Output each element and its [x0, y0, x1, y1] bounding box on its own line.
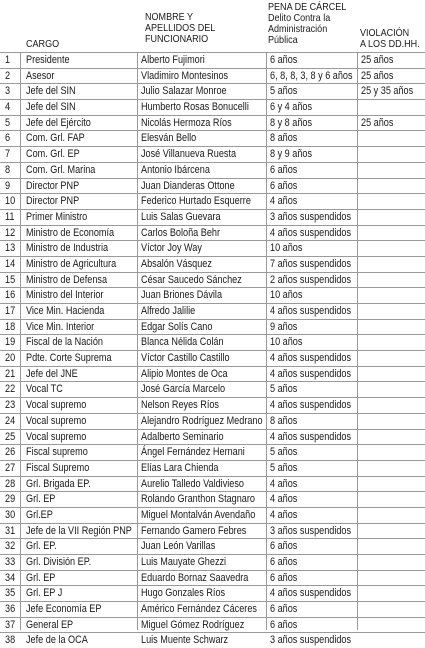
pena-cell: 4 años suspendidos — [270, 305, 352, 317]
cargo-cell: Vocal supremo — [26, 414, 87, 427]
cargo-cell: Grl. EP — [26, 571, 56, 584]
nombre-cell: Ángel Fernández Hernani — [141, 446, 245, 459]
row-number: 19 — [5, 336, 16, 349]
table-row — [0, 444, 425, 460]
table-body — [0, 52, 425, 648]
pena-cell: 9 años — [270, 320, 298, 333]
row-number: 31 — [5, 524, 16, 537]
nombre-cell: Nelson Reyes Ríos — [141, 399, 219, 412]
nombre-cell: Alipio Montes de Oca — [141, 367, 228, 380]
pena-cell: 6, 8, 8, 3, 8 y 6 años — [270, 69, 353, 82]
table-row — [0, 632, 425, 648]
table-row — [0, 413, 425, 429]
table-row — [0, 491, 425, 507]
nombre-cell: Nicolás Hermoza Ríos — [141, 116, 232, 129]
nombre-cell: Fernando Gamero Febres — [141, 524, 247, 537]
row-number: 25 — [5, 430, 16, 443]
row-number: 5 — [5, 116, 11, 129]
nombre-cell: Julio Salazar Monroe — [141, 85, 227, 98]
row-number: 8 — [5, 163, 11, 176]
pena-cell: 6 años — [270, 179, 298, 192]
table-row — [0, 193, 425, 209]
pena-cell: 10 años — [270, 242, 303, 255]
table-row — [0, 287, 425, 303]
table-row — [0, 334, 425, 350]
pena-cell: 5 años — [270, 383, 298, 396]
table-row — [0, 429, 425, 445]
nombre-cell: Federico Hurtado Esquerre — [141, 195, 251, 208]
header-violacion: VIOLACIÓN A LOS DD.HH. — [360, 27, 420, 50]
table-row — [0, 256, 425, 272]
nombre-cell: Juan León Varillas — [141, 540, 216, 553]
table-row — [0, 617, 425, 633]
pena-cell: 10 años — [270, 336, 303, 349]
pena-cell: 6 años — [270, 163, 298, 176]
cargo-cell: Fiscal Supremo — [26, 461, 90, 474]
row-number: 34 — [5, 571, 16, 584]
cargo-cell: Vice Min. Hacienda — [26, 305, 105, 317]
table-row — [0, 303, 425, 319]
row-number: 35 — [5, 587, 16, 600]
nombre-cell: Eduardo Bornaz Saavedra — [141, 571, 249, 584]
row-number: 38 — [5, 634, 16, 647]
nombre-cell: Edgar Solís Cano — [141, 320, 213, 333]
table-row — [0, 554, 425, 570]
table-row — [0, 130, 425, 146]
table-row — [0, 319, 425, 335]
table-row — [0, 585, 425, 601]
row-number: 22 — [5, 383, 16, 396]
pena-cell: 6 años — [270, 618, 298, 631]
nombre-cell: Alejandro Rodríguez Medrano — [141, 414, 263, 427]
cargo-cell: Grl. División EP. — [26, 556, 92, 568]
cargo-cell: Jefe del JNE — [26, 367, 78, 380]
cargo-cell: Ministro de Defensa — [26, 273, 108, 286]
pena-cell: 3 años suspendidos — [270, 210, 352, 223]
row-number: 33 — [5, 556, 16, 568]
table-row — [0, 476, 425, 492]
table-row — [0, 350, 425, 366]
row-number: 18 — [5, 320, 16, 333]
pena-cell: 8 años — [270, 414, 298, 427]
table-row — [0, 601, 425, 617]
nombre-cell: Américo Fernández Cáceres — [141, 603, 257, 616]
pena-cell: 4 años suspendidos — [270, 226, 352, 239]
pena-cell: 5 años — [270, 446, 298, 459]
pena-cell: 4 años suspendidos — [270, 352, 352, 365]
cargo-cell: Vocal supremo — [26, 430, 87, 443]
row-number: 21 — [5, 367, 16, 380]
row-number: 37 — [5, 618, 16, 631]
cargo-cell: Ministro de Industria — [26, 242, 109, 255]
pena-cell: 4 años suspendidos — [270, 430, 352, 443]
pena-cell: 5 años — [270, 461, 298, 474]
cargo-cell: Ministro de Agricultura — [26, 257, 117, 270]
cargo-cell: Presidente — [26, 54, 70, 66]
pena-cell: 8 y 9 años — [270, 148, 313, 161]
nombre-cell: Blanca Nélida Colán — [141, 336, 224, 349]
pena-cell: 6 años — [270, 556, 298, 568]
nombre-cell: Elesván Bello — [141, 132, 197, 145]
cargo-cell: Grl. EP — [26, 493, 56, 506]
cargo-cell: Grl.EP — [26, 508, 53, 521]
table-row — [0, 115, 425, 131]
nombre-cell: Alfredo Jalilie — [141, 305, 196, 317]
nombre-cell: Juan Briones Dávila — [141, 289, 223, 302]
row-number: 1 — [5, 54, 11, 66]
nombre-cell: Víctor Joy Way — [141, 242, 202, 255]
row-number: 16 — [5, 289, 16, 302]
table-row — [0, 99, 425, 115]
pena-cell: 2 años suspendidos — [270, 273, 352, 286]
nombre-cell: Alberto Fujimori — [141, 54, 205, 66]
table-row — [0, 52, 425, 68]
pena-cell: 6 y 4 años — [270, 101, 313, 114]
row-number: 20 — [5, 352, 16, 365]
row-number: 36 — [5, 603, 16, 616]
cargo-cell: Fiscal de la Nación — [26, 336, 103, 349]
cargo-cell: Com. Grl. FAP — [26, 132, 85, 145]
pena-cell: 6 años — [270, 54, 298, 66]
row-number: 26 — [5, 446, 16, 459]
nombre-cell: Absalón Vásquez — [141, 257, 212, 270]
pena-cell: 8 años — [270, 132, 298, 145]
table-row — [0, 178, 425, 194]
nombre-cell: Carlos Boloña Behr — [141, 226, 221, 239]
nombre-cell: César Saucedo Sánchez — [141, 273, 242, 286]
nombre-cell: Hugo Gonzales Ríos — [141, 587, 226, 600]
header-nombre: NOMBRE Y APELLIDOS DEL FUNCIONARIO — [145, 11, 216, 45]
row-number: 7 — [5, 148, 11, 161]
cargo-cell: Jefe de la VII Región PNP — [26, 524, 132, 537]
row-number: 32 — [5, 540, 16, 553]
row-number: 3 — [5, 85, 11, 98]
nombre-cell: Miguel Montalván Avendaño — [141, 508, 256, 521]
row-number: 28 — [5, 477, 16, 490]
table-row — [0, 146, 425, 162]
table-row — [0, 570, 425, 586]
cargo-cell: Jefe de la OCA — [26, 634, 88, 647]
pena-cell: 3 años suspendidos — [270, 634, 352, 647]
nombre-cell: Adalberto Seminario — [141, 430, 224, 443]
cargo-cell: Jefe del Ejército — [26, 116, 91, 129]
violacion-cell: 25 y 35 años — [361, 85, 414, 98]
pena-cell: 6 años — [270, 540, 298, 553]
row-number: 4 — [5, 101, 11, 114]
cargo-cell: Vocal supremo — [26, 399, 87, 412]
table-row — [0, 83, 425, 99]
row-number: 6 — [5, 132, 11, 145]
nombre-cell: Antonio Ibárcena — [141, 163, 210, 176]
table-row — [0, 523, 425, 539]
cargo-cell: General EP — [26, 618, 74, 631]
row-number: 17 — [5, 305, 16, 317]
table-header — [0, 0, 425, 52]
table-row — [0, 272, 425, 288]
pena-cell: 6 años — [270, 571, 298, 584]
cargo-cell: Jefe Economía EP — [26, 603, 102, 616]
cargo-cell: Ministro de Economía — [26, 226, 115, 239]
nombre-cell: Luis Mauyate Ghezzi — [141, 556, 227, 568]
nombre-cell: Miguel Gómez Rodríguez — [141, 618, 245, 631]
nombre-cell: Elías Lara Chienda — [141, 461, 219, 474]
row-number: 13 — [5, 242, 16, 255]
cargo-cell: Director PNP — [26, 179, 80, 192]
pena-cell: 4 años suspendidos — [270, 399, 352, 412]
violacion-cell: 25 años — [361, 69, 394, 82]
nombre-cell: Vladimiro Montesinos — [141, 69, 229, 82]
table-row — [0, 538, 425, 554]
nombre-cell: Juan Dianderas Ottone — [141, 179, 235, 192]
row-number: 9 — [5, 179, 11, 192]
nombre-cell: Rolando Granthon Stagnaro — [141, 493, 255, 506]
violacion-cell: 25 años — [361, 54, 394, 66]
cargo-cell: Grl. Brigada EP. — [26, 477, 91, 490]
table-row — [0, 366, 425, 382]
cargo-cell: Com. Grl. EP — [26, 148, 80, 161]
cargo-cell: Grl. EP. — [26, 540, 57, 553]
cargo-cell: Vice Min. Interior — [26, 320, 95, 333]
cargo-cell: Asesor — [26, 69, 55, 82]
table-row — [0, 240, 425, 256]
pena-cell: 4 años — [270, 508, 298, 521]
row-number: 11 — [5, 210, 15, 223]
table-row — [0, 162, 425, 178]
pena-cell: 3 años suspendidos — [270, 524, 352, 537]
violacion-cell: 25 años — [361, 116, 394, 129]
table-row — [0, 397, 425, 413]
row-number: 10 — [5, 195, 16, 208]
pena-cell: 4 años — [270, 195, 298, 208]
pena-cell: 6 años — [270, 603, 298, 616]
nombre-cell: Aurelio Talledo Valdivieso — [141, 477, 244, 490]
cargo-cell: Ministro del Interior — [26, 289, 104, 302]
nombre-cell: Luis Salas Guevara — [141, 210, 221, 223]
pena-cell: 10 años — [270, 289, 303, 302]
nombre-cell: José García Marcelo — [141, 383, 226, 396]
cargo-cell: Pdte. Corte Suprema — [26, 352, 112, 365]
table-row — [0, 225, 425, 241]
row-number: 30 — [5, 508, 16, 521]
pena-cell: 4 años suspendidos — [270, 587, 352, 600]
nombre-cell: Humberto Rosas Bonucelli — [141, 101, 249, 114]
row-number: 14 — [5, 257, 16, 270]
table-row — [0, 460, 425, 476]
row-number: 15 — [5, 273, 16, 286]
table-row — [0, 507, 425, 523]
cargo-cell: Primer Ministro — [26, 210, 88, 223]
header-cargo: CARGO — [26, 38, 60, 50]
pena-cell: 7 años suspendidos — [270, 257, 352, 270]
cargo-cell: Director PNP — [26, 195, 80, 208]
table-row — [0, 68, 425, 84]
cargo-cell: Grl. EP J — [26, 587, 63, 600]
table-row — [0, 209, 425, 225]
row-number: 24 — [5, 414, 16, 427]
cargo-cell: Jefe del SIN — [26, 85, 76, 98]
row-number: 27 — [5, 461, 16, 474]
cargo-cell: Fiscal supremo — [26, 446, 88, 459]
pena-cell: 4 años suspendidos — [270, 367, 352, 380]
table-row — [0, 381, 425, 397]
nombre-cell: José Villanueva Ruesta — [141, 148, 237, 161]
nombre-cell: Víctor Castillo Castillo — [141, 352, 230, 365]
row-number: 12 — [5, 226, 16, 239]
cargo-cell: Com. Grl. Marina — [26, 163, 96, 176]
cargo-cell: Jefe del SIN — [26, 101, 76, 114]
row-number: 2 — [5, 69, 11, 82]
row-number: 29 — [5, 493, 16, 506]
pena-cell: 4 años — [270, 493, 298, 506]
pena-cell: 4 años — [270, 477, 298, 490]
pena-cell: 8 y 8 años — [270, 116, 313, 129]
header-pena: PENA DE CÁRCEL Delito Contra la Administración Pública — [268, 1, 347, 46]
row-number: 23 — [5, 399, 16, 412]
nombre-cell: Luis Muente Schwarz — [141, 634, 229, 647]
pena-cell: 5 años — [270, 85, 298, 98]
cargo-cell: Vocal TC — [26, 383, 63, 396]
